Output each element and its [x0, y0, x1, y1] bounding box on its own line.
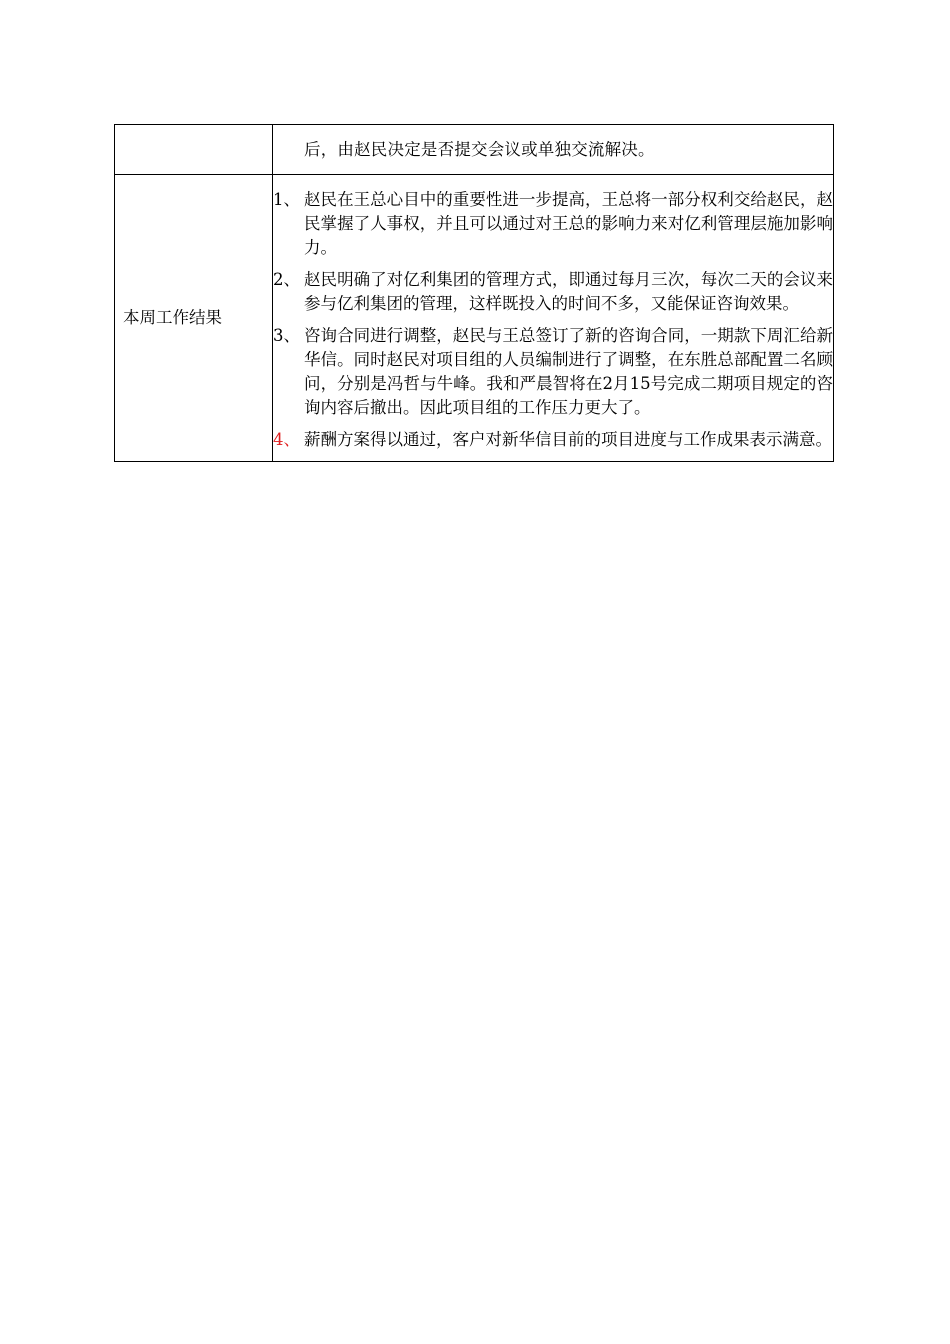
list-item [273, 428, 833, 452]
table-row-weekly-results [115, 175, 834, 462]
item-text: 赵民明确了对亿利集团的管理方式，即通过每月三次，每次二天的会议来参与亿利集团的管理，这样既投入的时间不多，又能保证咨询效果。 [304, 270, 833, 313]
table-row-continuation [115, 125, 834, 175]
content-cell-weekly-results [273, 175, 834, 462]
list-item [273, 188, 833, 260]
weekly-report-table [114, 124, 834, 462]
content-cell-continuation [273, 125, 834, 175]
continuation-text: 后，由赵民决定是否提交会议或单独交流解决。 [304, 140, 655, 159]
item-number: 4、 [273, 430, 300, 449]
item-number: 2、 [273, 270, 300, 289]
label-cell-weekly-results [115, 175, 273, 462]
item-text: 咨询合同进行调整，赵民与王总签订了新的咨询合同，一期款下周汇给新华信。同时赵民对项目组的人员编制进行了调整，在东胜总部配置二名顾问，分别是冯哲与牛峰。我和严晨智将在2月15号完成二期项目规定的咨询内容后撤出。因此项目组的工作压力更大了。 [304, 326, 833, 417]
item-text: 赵民在王总心目中的重要性进一步提高，王总将一部分权利交给赵民，赵民掌握了人事权，并且可以通过对王总的影响力来对亿利管理层施加影响力。 [304, 190, 833, 257]
results-list [273, 175, 833, 461]
list-item [273, 268, 833, 316]
item-number: 1、 [273, 190, 300, 209]
list-item [273, 324, 833, 420]
label-cell-empty [115, 125, 273, 175]
row-label: 本周工作结果 [123, 308, 222, 327]
item-text: 薪酬方案得以通过，客户对新华信目前的项目进度与工作成果表示满意。 [304, 430, 832, 449]
item-number: 3、 [273, 326, 300, 345]
